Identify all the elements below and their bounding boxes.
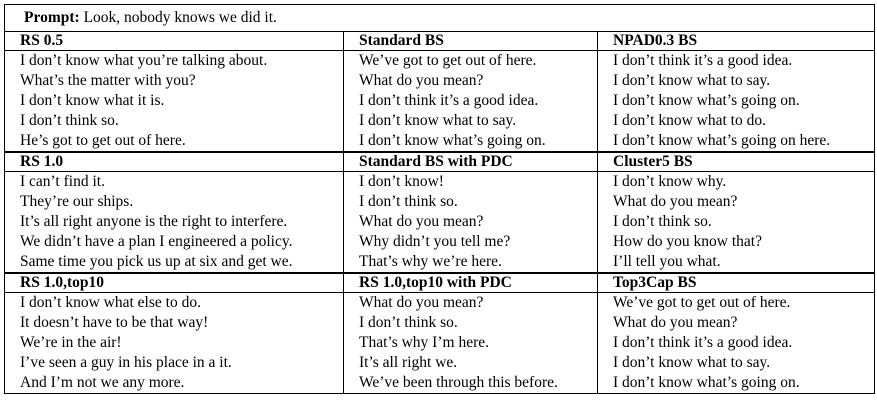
response-cell: I don’t know what’s going on. — [344, 131, 598, 152]
response-cell: I don’t know what’s going on here. — [598, 131, 875, 152]
response-cell: What do you mean? — [598, 192, 875, 212]
response-cell: Why didn’t you tell me? — [344, 232, 598, 252]
method-header: RS 1.0,top10 with PDC — [344, 273, 598, 293]
response-cell: It doesn’t have to be that way! — [5, 313, 344, 333]
response-row — [5, 212, 875, 232]
response-cell: We’ve got to get out of here. — [344, 51, 598, 72]
response-cell: I don’t know what to say. — [344, 111, 598, 131]
response-cell: I don’t think it’s a good idea. — [344, 91, 598, 111]
decoding-comparison-table — [4, 4, 875, 394]
response-row — [5, 313, 875, 333]
response-cell: How do you know that? — [598, 232, 875, 252]
method-header: Cluster5 BS — [598, 152, 875, 172]
response-cell: I don’t know what you’re talking about. — [5, 51, 344, 72]
response-cell: I don’t know what’s going on. — [598, 91, 875, 111]
response-cell: I don’t know what it is. — [5, 91, 344, 111]
response-row — [5, 232, 875, 252]
response-row — [5, 172, 875, 193]
response-cell: It’s all right we. — [344, 353, 598, 373]
method-header: RS 1.0,top10 — [5, 273, 344, 293]
prompt-row — [5, 5, 875, 32]
method-header: RS 0.5 — [5, 32, 344, 51]
response-cell: I don’t know what to do. — [598, 111, 875, 131]
response-row — [5, 252, 875, 273]
method-header: Standard BS with PDC — [344, 152, 598, 172]
response-cell: I don’t know why. — [598, 172, 875, 193]
block-header-row — [5, 32, 875, 51]
response-cell: That’s why I’m here. — [344, 333, 598, 353]
response-row — [5, 353, 875, 373]
response-cell: They’re our ships. — [5, 192, 344, 212]
response-cell: That’s why we’re here. — [344, 252, 598, 273]
response-row — [5, 131, 875, 152]
block-header-row — [5, 273, 875, 293]
prompt-text: Look, nobody knows we did it. — [83, 9, 277, 26]
response-cell: I can’t find it. — [5, 172, 344, 193]
response-cell: It’s all right anyone is the right to interfere. — [5, 212, 344, 232]
response-cell: I don’t think it’s a good idea. — [598, 51, 875, 72]
response-cell: I don’t know what to say. — [598, 353, 875, 373]
response-cell: I don’t know! — [344, 172, 598, 193]
response-row — [5, 333, 875, 353]
response-cell: He’s got to get out of here. — [5, 131, 344, 152]
response-cell: I don’t think so. — [598, 212, 875, 232]
method-header: Standard BS — [344, 32, 598, 51]
response-cell: I don’t think so. — [344, 192, 598, 212]
response-cell: What do you mean? — [598, 313, 875, 333]
response-cell: I don’t know what’s going on. — [598, 373, 875, 394]
response-cell: What do you mean? — [344, 293, 598, 314]
response-cell: What do you mean? — [344, 212, 598, 232]
response-cell: Same time you pick us up at six and get we. — [5, 252, 344, 273]
response-row — [5, 192, 875, 212]
response-cell: I don’t know what else to do. — [5, 293, 344, 314]
response-cell: What do you mean? — [344, 71, 598, 91]
response-row — [5, 111, 875, 131]
block-header-row — [5, 152, 875, 172]
response-cell: I don’t think so. — [5, 111, 344, 131]
response-cell: We’re in the air! — [5, 333, 344, 353]
response-cell: And I’m not we any more. — [5, 373, 344, 394]
response-cell: I’ll tell you what. — [598, 252, 875, 273]
results-table-figure — [4, 4, 874, 404]
prompt-cell — [5, 5, 875, 32]
response-cell: I don’t think so. — [344, 313, 598, 333]
response-cell: I’ve seen a guy in his place in a it. — [5, 353, 344, 373]
response-cell: What’s the matter with you? — [5, 71, 344, 91]
response-cell: We’ve got to get out of here. — [598, 293, 875, 314]
response-cell: We’ve been through this before. — [344, 373, 598, 394]
response-cell: I don’t know what to say. — [598, 71, 875, 91]
response-row — [5, 71, 875, 91]
response-row — [5, 91, 875, 111]
response-row — [5, 293, 875, 314]
method-header: RS 1.0 — [5, 152, 344, 172]
response-row — [5, 373, 875, 394]
response-row — [5, 51, 875, 72]
response-cell: We didn’t have a plan I engineered a policy. — [5, 232, 344, 252]
method-header: NPAD0.3 BS — [598, 32, 875, 51]
prompt-label: Prompt: — [24, 9, 80, 26]
method-header: Top3Cap BS — [598, 273, 875, 293]
response-cell: I don’t think it’s a good idea. — [598, 333, 875, 353]
